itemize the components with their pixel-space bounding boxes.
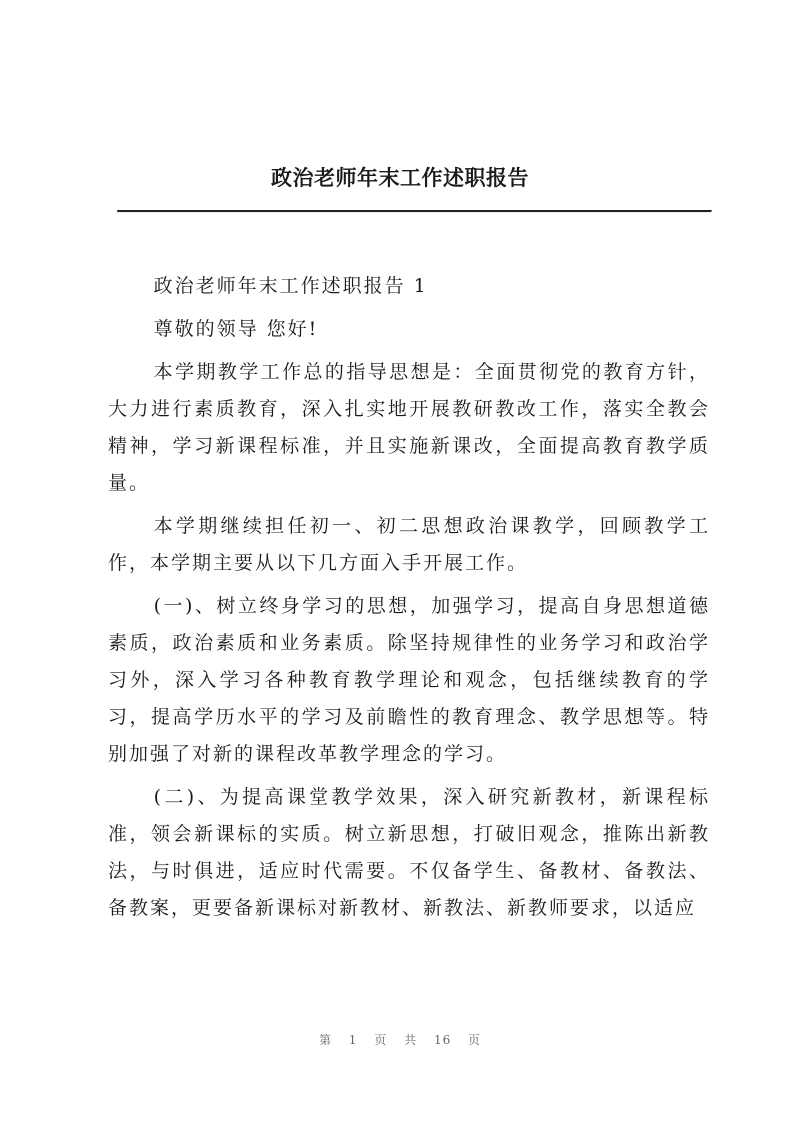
- paragraph-salutation: 尊敬的领导 您好!: [153, 318, 319, 340]
- page-footer: [0, 1031, 800, 1048]
- footer-page-label: 第: [318, 1033, 332, 1047]
- footer-page-unit: 页: [374, 1033, 388, 1047]
- footer-total-pages: 16: [433, 1033, 452, 1047]
- paragraph-report-heading: 政治老师年末工作述职报告 1: [153, 275, 428, 297]
- footer-total-unit: 页: [468, 1033, 482, 1047]
- footer-total-label: 共: [404, 1033, 418, 1047]
- paragraph-teaching-duty: 本学期继续担任初一、初二思想政治课教学，回顾教学工作，本学期主要从以下几方面入手开展工作。: [108, 515, 710, 574]
- document-title: 政治老师年末工作述职报告: [271, 165, 529, 190]
- document-body: [108, 268, 710, 933]
- paragraph-section-two: (二)、为提高课堂教学效果，深入研究新教材，新课程标准，领会新课标的实质。树立新思想，打破旧观念，推陈出新教法，与时俱进，适应时代需要。不仅备学生、备教材、备教法、备教案，更要备新课标对新教材、新教法、新教师要求，以适应: [108, 786, 710, 919]
- footer-page-number: 1: [348, 1033, 358, 1047]
- paragraph-section-one: (一)、树立终身学习的思想，加强学习，提高自身思想道德素质，政治素质和业务素质。除坚持规律性的业务学习和政治学习外，深入学习各种教育教学理论和观念，包括继续教育的学习，提高学历水平的学习及前瞻性的教育理念、教学思想等。特别加强了对新的课程改革教学理念的学习。: [108, 595, 710, 765]
- title-divider: [117, 210, 712, 213]
- paragraph-guiding-thought: 本学期教学工作总的指导思想是：全面贯彻党的教育方针，大力进行素质教育，深入扎实地开展教研教改工作，落实全教会精神，学习新课程标准，并且实施新课改，全面提高教育教学质量。: [108, 361, 710, 494]
